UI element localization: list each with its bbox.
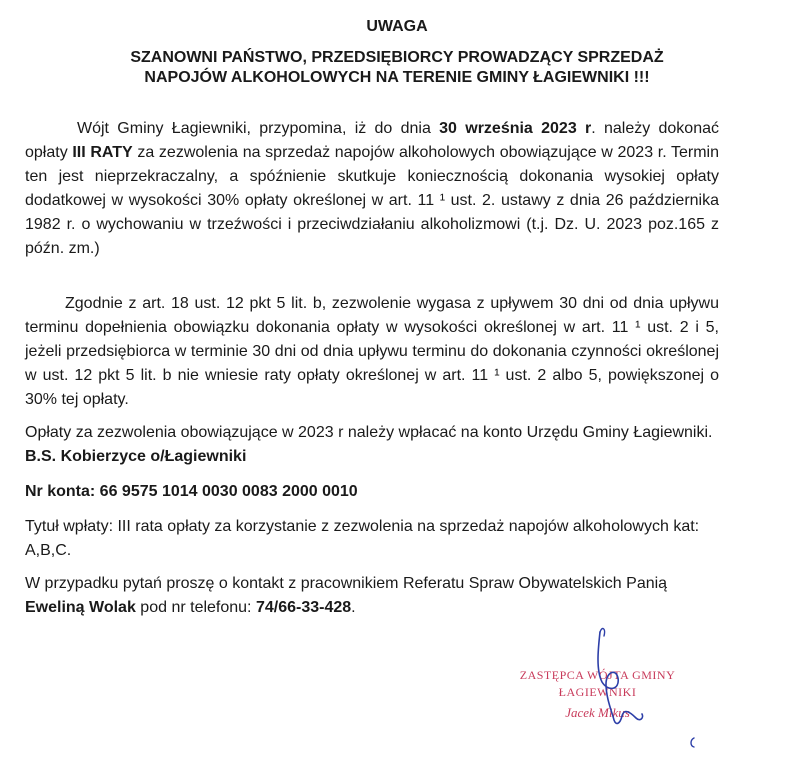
reminder-text-2: . należy dokonać opłaty — [25, 120, 719, 161]
bank-name: B.S. Kobierzyce o/Łagiewniki — [25, 448, 247, 465]
contact-text-3: . — [351, 599, 356, 616]
contact-text-2: pod nr telefonu: — [135, 599, 256, 616]
payment-info-text: Opłaty za zezwolenia obowiązujące w 2023 r należy wpłacać na konto Urzędu Gminy Łagiewniki. — [25, 424, 713, 441]
deadline-date: 30 września 2023 r — [439, 120, 592, 137]
handwritten-signature — [560, 620, 710, 755]
signature-stroke-tail — [691, 738, 694, 747]
contact-text-1: W przypadku pytań proszę o kontakt z pracownikiem Referatu Spraw Obywatelskich Panią — [25, 575, 668, 592]
payment-title: Tytuł wpłaty: III rata opłaty za korzystanie z zezwolenia na sprzedaż napojów alkoholowych kat: A,B,C. — [25, 518, 700, 559]
paragraph-reminder — [25, 117, 719, 261]
paragraph-payment-info — [25, 421, 719, 469]
paragraph-expiry: Zgodnie z art. 18 ust. 12 pkt 5 lit. b, zezwolenie wygasa z upływem 30 dni od dnia upływu terminu dopełnienia obowiązku dokonania opłaty w wysokości określonej w art. 11 ¹ ust. 2 i 5, jeżeli przedsiębiorca w terminie 30 dni od dnia upływu terminu do dokonania czynności określonej w ust. 12 pkt 5 lit. b nie wniesie raty opłaty określonej w art. 11 ¹ ust. 2 albo 5, powiększonej o 30% tej opłaty. — [25, 295, 719, 408]
account-number-text: Nr konta: 66 9575 1014 0030 0083 2000 0010 — [25, 483, 358, 500]
stamp-line-2: ŁAGIEWNIKI — [558, 685, 637, 699]
subtitle-line-2: NAPOJÓW ALKOHOLOWYCH NA TERENIE GMINY ŁAGIEWNIKI !!! — [144, 69, 650, 86]
stamp-line-1: ZASTĘPCA WÓJTA GMINY — [519, 668, 676, 682]
page-title: UWAGA — [366, 18, 428, 35]
stamp-line-3: Jacek Mikus — [565, 705, 630, 720]
reminder-text-1: Wójt Gminy Łagiewniki, przypomina, iż do dnia — [77, 120, 440, 137]
contact-phone: 74/66-33-428 — [255, 599, 352, 616]
contact-person: Eweliną Wolak — [25, 599, 136, 616]
page-subtitle — [40, 48, 754, 88]
reminder-text-3: za zezwolenia na sprzedaż napojów alkoholowych obowiązujące w 2023 r. Termin ten jest nieprzekraczalny, a spóźnienie skutkuje koniecznością dokonania wysokiej opłaty dodatkowej w wysokości 30% opłaty określonej w art. 11 ¹ ust. 2. ustawy z dnia 26 października 1982 r. o wychowaniu w trzeźwości i przeciwdziałaniu alkoholizmowi (t.j. Dz. U. 2023 poz.165 z późn. zm.) — [25, 144, 720, 257]
paragraph-contact — [25, 572, 719, 620]
installment-label: III RATY — [72, 144, 133, 161]
account-number — [25, 480, 719, 504]
subtitle-line-1: SZANOWNI PAŃSTWO, PRZEDSIĘBIORCY PROWADZĄCY SPRZEDAŻ — [130, 49, 664, 66]
signature-stroke-main — [598, 632, 643, 723]
